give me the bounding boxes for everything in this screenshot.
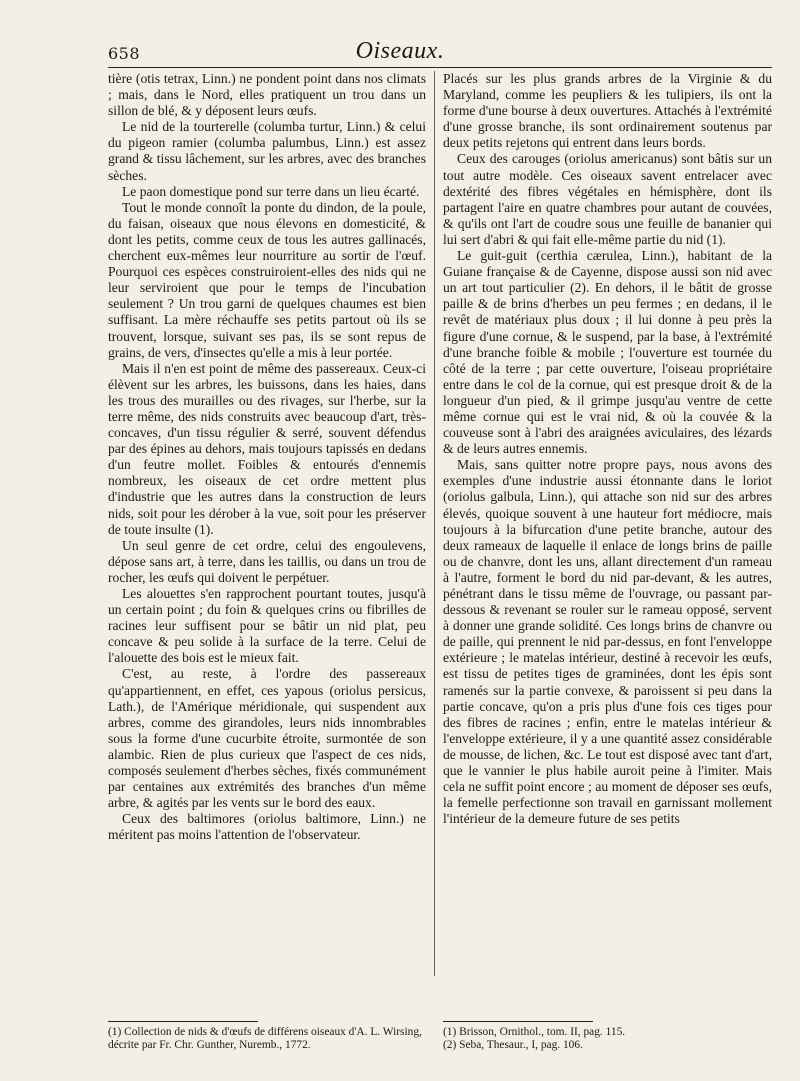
paragraph: Ceux des carouges (oriolus americanus) sont bâtis sur un tout autre modèle. Ces oiseaux savent entrelacer avec dextérité des fibres végétales en hémisphère, dont ils partagent l'aire en quatre chambres pour autant de couvées, & qu'ils ont l'art de coudre sous une feuille de bananier qui lui sert d'abri & qui fait elle-même partie du nid (1).	[443, 151, 772, 247]
paragraph: C'est, au reste, à l'ordre des passereaux qu'appartiennent, en effet, ces yapous (oriolus persicus, Lath.), de l'Amérique méridionale, qui suspendent aux arbres, comme des girandoles, leurs nids innombrables sous la forme d'une cucurbite étroite, surmontée de son alambic. Rien de plus curieux que l'aspect de ces nids, composés seulement d'herbes sèches, fixés communément par centaines aux extrémités des branches d'un même arbre, & agités par les vents sur le bord des eaux.	[108, 666, 426, 811]
paragraph: Les alouettes s'en rapprochent pourtant toutes, jusqu'à un certain point ; du foin & quelques crins ou fibrilles de racines leur suffisent pour se bâtir un nid plat, peu concave & peu solide à la surface de la terre. Celui de l'alouette des bois est le mieux fait.	[108, 586, 426, 666]
paragraph: Placés sur les plus grands arbres de la Virginie & du Maryland, comme les peupliers & les tulipiers, ils ont la forme d'une bourse à deux ouvertures. Attachés à l'extrémité d'une grosse branche, ils sont ordinairement soutenus par deux petits rejetons qui entrent dans leurs bords.	[443, 71, 772, 151]
paragraph: Mais il n'en est point de même des passereaux. Ceux-ci élèvent sur les arbres, les buissons, dans les haies, dans les trous des murailles ou des rivages, sur l'herbe, sur la terre même, des nids construits avec beaucoup d'art, très-concaves, d'un tissu régulier & serré, souvent défendus par des épines au dehors, mais toujours tapissés en dedans d'un feutre mollet. Foibles & entourés d'ennemis nombreux, les oiseaux de cet ordre mettent plus d'industrie que les autres dans la construction de leurs nids, soit pour les dérober à la vue, soit pour les préserver de toute insulte (1).	[108, 360, 426, 537]
page-number: 658	[108, 44, 141, 63]
footnote: (1) Collection de nids & d'œufs de différens oiseaux d'A. L. Wirsing, décrite par Fr. Chr. Gunther, Nuremb., 1772.	[108, 1026, 422, 1052]
right-column	[443, 71, 772, 827]
paragraph: Un seul genre de cet ordre, celui des engoulevens, dépose sans art, à terre, dans les taillis, ou dans un trou de rocher, les œufs qui doivent le perpétuer.	[108, 537, 426, 585]
paragraph: Tout le monde connoît la ponte du dindon, de la poule, du faisan, oiseaux que nous élevons en domesticité, & dont les petits, comme ceux de tous les autres gallinacés, cherchent eux-mêmes leur nourriture au sortir de l'œuf. Pourquoi ces espèces construiroient-elles des nids qui ne leur serviroient que pour le temps de l'incubation seulement ? Un trou garni de quelques chaumes est bien suffisant. La mère réchauffe ses petits partout où ils se trouvent, lorsque, suivant ses pas, ils se sont repus de grains, de vers, d'insectes qu'elle a mis à leur portée.	[108, 199, 426, 360]
footnote-rule-left	[108, 1021, 258, 1022]
footnotes-right	[443, 1026, 772, 1053]
footnote: (2) Seba, Thesaur., I, pag. 106.	[443, 1039, 583, 1052]
left-column	[108, 71, 426, 844]
footnote: (1) Brisson, Ornithol., tom. II, pag. 115.	[443, 1026, 626, 1038]
running-title: Oiseaux.	[355, 38, 445, 64]
paragraph: Le nid de la tourterelle (columba turtur, Linn.) & celui du pigeon ramier (columba palumbus, Linn.) est assez grand & tissu lâchement, sur les arbres, avec des branches sèches.	[108, 119, 426, 183]
paragraph: Ceux des baltimores (oriolus baltimore, Linn.) ne méritent pas moins l'attention de l'observateur.	[108, 811, 426, 843]
column-divider	[434, 71, 435, 976]
paragraph: Le guit-guit (certhia cærulea, Linn.), habitant de la Guiane française & de Cayenne, dispose aussi son nid avec un art tout particulier (2). En dehors, il le bâtit de grosse paille & de brins d'herbes un peu fermes ; en dedans, il le revêt de matériaux plus doux ; il lui donne à peu près la figure d'une cornue, & le suspend, par la base, à l'extrémité d'une branche foible & mobile ; l'ouverture est tournée du côté de la terre ; par cette ouverture, l'oiseau propriétaire entre dans le col de la cornue, qui est presque droit & de la longueur d'un pied, & il grimpe jusqu'au ventre de cette même cornue qui est le vrai nid, & où la couvée & la couveuse sont à l'abri des araignées aviculaires, des lézards & de leurs autres ennemis.	[443, 248, 772, 457]
paragraph: Mais, sans quitter notre propre pays, nous avons des exemples d'une industrie aussi étonnante dans le loriot (oriolus galbula, Linn.), qui attache son nid sur des arbres élevés, quoique souvent à une hauteur fort médiocre, mais toujours à la bifurcation d'une petite branche, autour des deux rameaux de laquelle il enlace de longs brins de paille ou de chanvre, dont les uns, allant directement d'un rameau à l'autre, forment le bord du nid par-devant, & les autres, pénétrant dans le tissu même de l'ouvrage, ou passant par-dessous & revenant se rouler sur le rameau opposé, servent à donner une grande solidité. Ces longs brins de chanvre ou de paille, qui prennent le nid par-dessus, en font l'enveloppe extérieure ; le matelas intérieur, destiné à recevoir les œufs, est tissu de petites tiges de graminées, dont les épis sont ramenés sur la partie convexe, & paroissent si peu dans la partie concave, qu'on a pris plus d'une fois ces tiges pour des fibres de racines ; enfin, entre le matelas intérieur & l'enveloppe extérieure, il y a une quantité assez considérable de mousse, de lichen, &c. Le tout est disposé avec tant d'art, que le vannier le plus habile auroit peine à l'imiter. Mais cela ne suffit point encore ; au moment de déposer ses œufs, la femelle perfectionne son travail en garnissant mollement l'intérieur de la demeure future de ses petits	[443, 457, 772, 827]
header-rule	[108, 67, 772, 68]
paragraph: Le paon domestique pond sur terre dans un lieu écarté.	[122, 183, 420, 199]
footnote-rule-right	[443, 1021, 593, 1022]
paragraph: tière (otis tetrax, Linn.) ne pondent point dans nos climats ; mais, dans le Nord, elles pratiquent un trou dans un sillon de blé, & y déposent leurs œufs.	[108, 71, 426, 119]
footnotes-left	[108, 1026, 426, 1053]
